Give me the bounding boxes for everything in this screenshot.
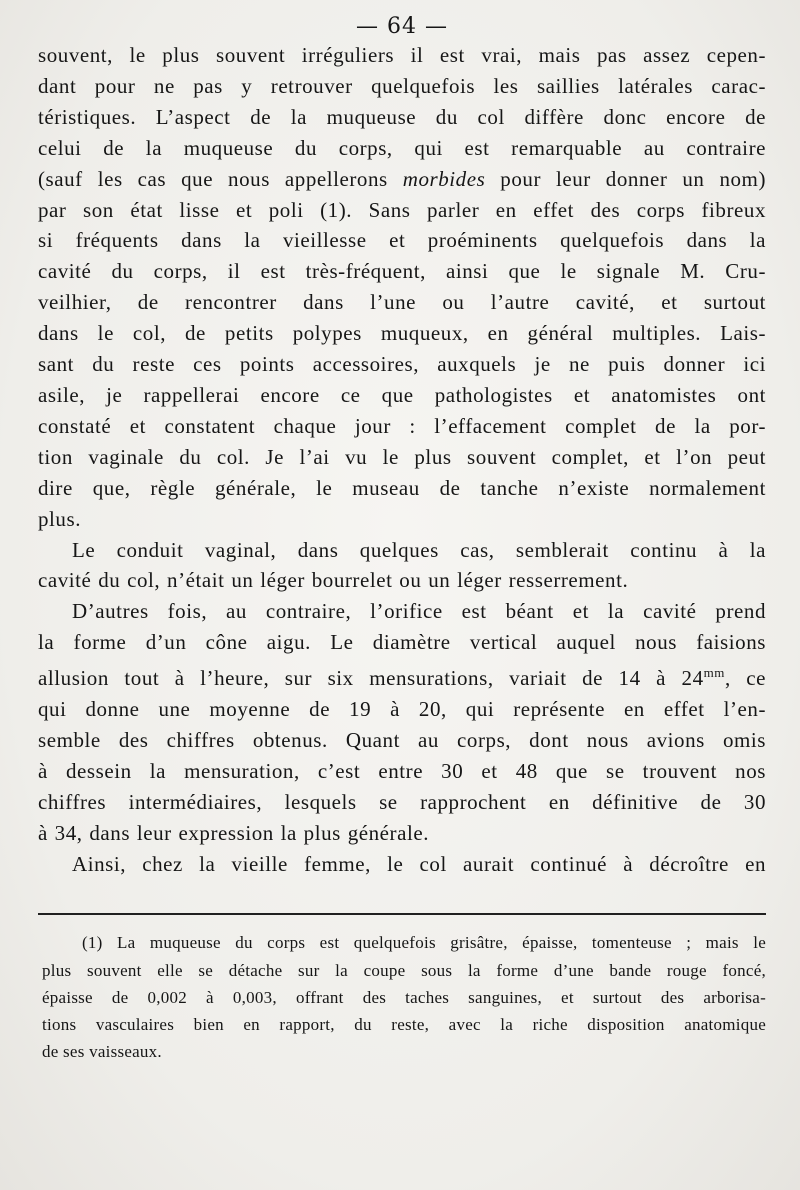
paragraph-2: [38, 535, 766, 597]
footnote: [38, 929, 766, 1065]
text-line: souvent, le plus souvent irréguliers il est vrai, mais pas assez cepen-: [38, 43, 766, 67]
footnote-line: plus souvent elle se détache sur la coupe sous la forme d’une bande rouge foncé,: [42, 960, 766, 980]
text-line: à dessein la mensuration, c’est entre 30 et 48 que se trouvent nos: [38, 758, 766, 783]
text-fragment: pour leur donner un nom): [485, 166, 766, 191]
main-text: [38, 40, 766, 879]
text-line-with-italic: [38, 164, 766, 195]
text-line: D’autres fois, au contraire, l’orifice est béant et la cavité prend: [72, 599, 766, 624]
text-fragment: (sauf les cas que nous appellerons: [38, 166, 403, 191]
footnote-line: (1) La muqueuse du corps est quelquefois grisâtre, épaisse, tomenteuse ; mais le: [82, 933, 766, 953]
page-number: — 64 —: [356, 14, 448, 39]
text-line-with-superscript: [38, 658, 766, 694]
text-line: qui donne une moyenne de 19 à 20, qui représente en effet l’en-: [38, 697, 766, 722]
text-line: à 34, dans leur expression la plus générale.: [38, 820, 429, 845]
text-line: cavité du col, n’était un léger bourrelet ou un léger resserrement.: [38, 568, 629, 593]
text-line: celui de la muqueuse du corps, qui est remarquable au contraire: [38, 135, 766, 160]
text-fragment: allusion tout à l’heure, sur six mensurations, variait de 14 à 24: [38, 666, 704, 691]
text-line: semble des chiffres obtenus. Quant au corps, dont nous avions omis: [38, 727, 766, 752]
text-line: sant du reste ces points accessoires, auxquels je ne puis donner ici: [38, 352, 766, 377]
unit-superscript: mm: [703, 665, 725, 681]
text-line: chiffres intermédiaires, lesquels se rapprochent en définitive de 30: [38, 789, 766, 814]
footnote-line: épaisse de 0,002 à 0,003, offrant des taches sanguines, et surtout des arborisa-: [42, 987, 766, 1007]
paragraph-1: [38, 40, 766, 535]
text-line: constaté et constatent chaque jour : l’effacement complet de la por-: [38, 413, 766, 438]
text-line: veilhier, de rencontrer dans l’une ou l’autre cavité, et surtout: [38, 290, 766, 315]
text-line: la forme d’un cône aigu. Le diamètre vertical auquel nous faisions: [38, 630, 766, 655]
text-line: Le conduit vaginal, dans quelques cas, semblerait continu à la: [72, 537, 766, 562]
text-line: par son état lisse et poli (1). Sans parler en effet des corps fibreux: [38, 197, 766, 222]
text-line: téristiques. L’aspect de la muqueuse du col diffère donc encore de: [38, 104, 766, 129]
paragraph-4: [38, 849, 766, 880]
text-line: cavité du corps, il est très-fréquent, ainsi que le signale M. Cru-: [38, 259, 766, 284]
text-line: Ainsi, chez la vieille femme, le col aurait continué à décroître en: [72, 851, 766, 876]
paragraph-3: [38, 596, 766, 848]
footnote-divider: [38, 913, 766, 915]
text-line: dire que, règle générale, le museau de tanche n’existe normalement: [38, 475, 766, 500]
text-line: plus.: [38, 506, 82, 531]
text-line: tion vaginale du col. Je l’ai vu le plus souvent complet, et l’on peut: [38, 444, 766, 469]
text-line: asile, je rappellerai encore ce que pathologistes et anatomistes ont: [38, 382, 766, 407]
text-line: dant pour ne pas y retrouver quelquefois les saillies latérales carac-: [38, 73, 766, 98]
footnote-line: tions vasculaires bien en rapport, du reste, avec la riche disposition anatomique: [42, 1015, 766, 1035]
text-line: si fréquents dans la vieillesse et proéminents quelquefois dans la: [38, 228, 766, 253]
text-fragment: , ce: [724, 666, 766, 691]
text-line: dans le col, de petits polypes muqueux, en général multiples. Lais-: [38, 321, 766, 346]
italic-word: morbides: [402, 166, 486, 191]
footnote-line: de ses vaisseaux.: [42, 1042, 162, 1062]
